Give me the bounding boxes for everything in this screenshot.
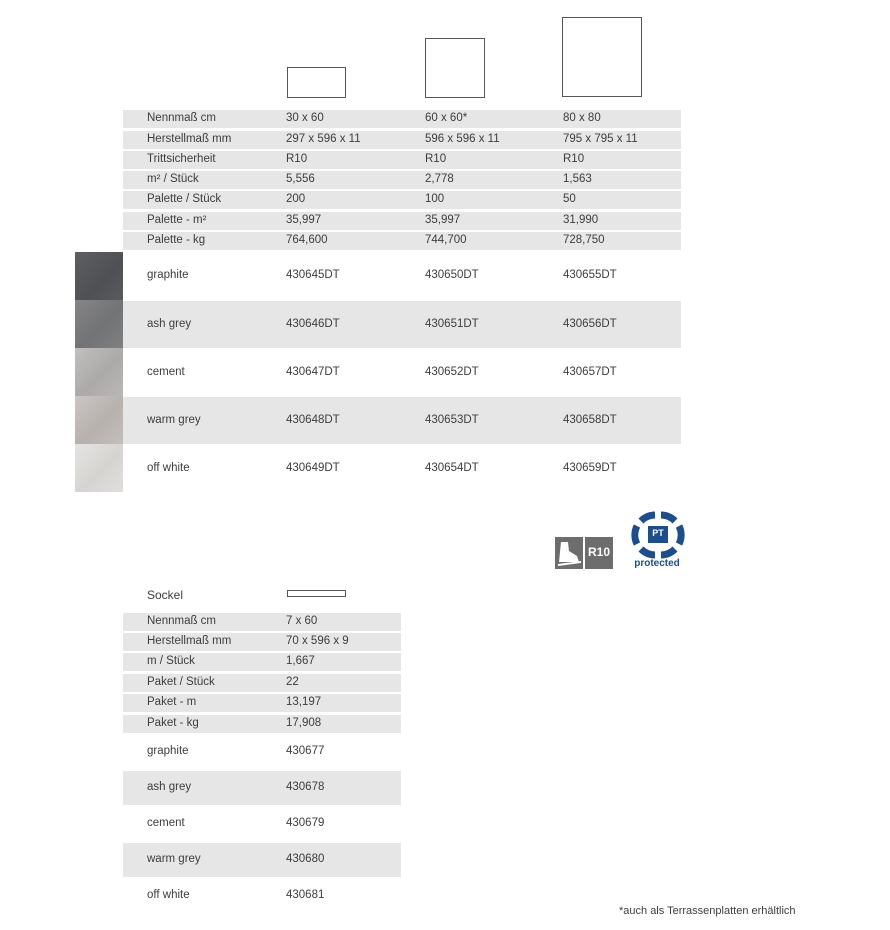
- spec-value: 35,997: [286, 214, 322, 226]
- spec-label: Palette - kg: [147, 234, 206, 246]
- color-name: off white: [147, 889, 190, 901]
- spec-value: 1,563: [563, 173, 592, 185]
- article-code: 430659DT: [563, 462, 617, 474]
- sockel-color-row-off-white: [123, 879, 401, 913]
- spec-row: [123, 151, 681, 169]
- color-row-off-white: [123, 445, 681, 492]
- format-30x60-outline: [287, 67, 346, 98]
- spec-label: Nennmaß cm: [147, 112, 217, 124]
- spec-value: 728,750: [563, 234, 605, 246]
- article-code: 430679: [286, 817, 325, 829]
- spec-value: 31,990: [563, 214, 599, 226]
- color-name: graphite: [147, 269, 189, 281]
- spec-label: Palette - m²: [147, 214, 207, 226]
- spec-value: 35,997: [425, 214, 461, 226]
- footnote: *auch als Terrassenplatten erhältlich: [619, 905, 796, 917]
- spec-value: 60 x 60*: [425, 112, 468, 124]
- sockel-color-row-graphite: [123, 735, 401, 769]
- format-80x80-outline: [562, 17, 642, 97]
- spec-value: R10: [286, 153, 308, 165]
- sockel-spec-row: [123, 613, 401, 631]
- spec-row: [123, 232, 681, 250]
- color-swatch-ash-grey: [75, 300, 123, 348]
- article-code: 430652DT: [425, 366, 479, 378]
- sockel-color-row-ash-grey: [123, 771, 401, 805]
- color-name: warm grey: [147, 853, 201, 865]
- article-code: 430646DT: [286, 318, 340, 330]
- spec-label: Trittsicherheit: [147, 153, 216, 165]
- color-row-cement: [123, 349, 681, 396]
- format-60x60-outline: [425, 38, 485, 98]
- spec-value: 5,556: [286, 173, 315, 185]
- spec-row: [123, 171, 681, 189]
- spec-label: Palette / Stück: [147, 193, 222, 205]
- r10-badge: [555, 537, 613, 569]
- sockel-spec-row: [123, 653, 401, 671]
- spec-value: 744,700: [425, 234, 467, 246]
- spec-label: Paket - m: [147, 696, 197, 708]
- article-code: 430654DT: [425, 462, 479, 474]
- spec-value: 17,908: [286, 717, 322, 729]
- color-name: cement: [147, 817, 185, 829]
- color-swatch-cement: [75, 348, 123, 396]
- sockel-color-row-cement: [123, 807, 401, 841]
- spec-value: 70 x 596 x 9: [286, 635, 349, 647]
- spec-row: [123, 110, 681, 128]
- spec-value: 297 x 596 x 11: [286, 133, 361, 145]
- color-row-graphite: [123, 252, 681, 299]
- spec-row: [123, 131, 681, 149]
- sockel-outline: [287, 590, 346, 597]
- article-code: 430678: [286, 781, 325, 793]
- spec-value: 200: [286, 193, 306, 205]
- article-code: 430650DT: [425, 269, 479, 281]
- article-code: 430648DT: [286, 414, 340, 426]
- sockel-title: Sockel: [147, 588, 184, 602]
- spec-value: 80 x 80: [563, 112, 601, 124]
- color-name: graphite: [147, 745, 189, 757]
- article-code: 430651DT: [425, 318, 479, 330]
- spec-label: m / Stück: [147, 655, 195, 667]
- color-name: warm grey: [147, 414, 201, 426]
- spec-value: 596 x 596 x 11: [425, 133, 500, 145]
- spec-row: [123, 191, 681, 209]
- spec-value: 30 x 60: [286, 112, 324, 124]
- spec-value: 50: [563, 193, 576, 205]
- spec-value: R10: [425, 153, 447, 165]
- spec-value: 2,778: [425, 173, 454, 185]
- spec-value: 764,600: [286, 234, 328, 246]
- sockel-spec-row: [123, 694, 401, 712]
- spec-value: 22: [286, 676, 299, 688]
- spec-label: Paket / Stück: [147, 676, 215, 688]
- article-code: 430656DT: [563, 318, 617, 330]
- color-row-warm-grey: [123, 397, 681, 444]
- color-swatch-off-white: [75, 444, 123, 492]
- spec-value: 795 x 795 x 11: [563, 133, 638, 145]
- color-name: ash grey: [147, 318, 192, 330]
- spec-label: Paket - kg: [147, 717, 199, 729]
- color-name: off white: [147, 462, 190, 474]
- spec-label: Herstellmaß mm: [147, 133, 232, 145]
- spec-value: 7 x 60: [286, 615, 318, 627]
- protected-badge: [628, 511, 686, 573]
- color-swatch-warm-grey: [75, 396, 123, 444]
- article-code: 430653DT: [425, 414, 479, 426]
- sockel-spec-row: [123, 715, 401, 733]
- article-code: 430655DT: [563, 269, 617, 281]
- article-code: 430657DT: [563, 366, 617, 378]
- sockel-spec-row: [123, 633, 401, 651]
- spec-value: 100: [425, 193, 445, 205]
- spec-value: 1,667: [286, 655, 315, 667]
- color-row-ash-grey: [123, 301, 681, 348]
- article-code: 430680: [286, 853, 325, 865]
- spec-value: 13,197: [286, 696, 322, 708]
- sockel-color-row-warm-grey: [123, 843, 401, 877]
- r10-label: R10: [587, 545, 610, 559]
- article-code: 430647DT: [286, 366, 340, 378]
- spec-label: Herstellmaß mm: [147, 635, 232, 647]
- article-code: 430681: [286, 889, 325, 901]
- pt-label: PT: [652, 528, 664, 538]
- protected-label: protected: [634, 558, 680, 569]
- spec-row: [123, 212, 681, 230]
- article-code: 430658DT: [563, 414, 617, 426]
- color-name: cement: [147, 366, 185, 378]
- color-swatch-graphite: [75, 252, 123, 300]
- spec-value: R10: [563, 153, 585, 165]
- article-code: 430649DT: [286, 462, 340, 474]
- spec-label: Nennmaß cm: [147, 615, 217, 627]
- sockel-spec-row: [123, 674, 401, 692]
- color-name: ash grey: [147, 781, 192, 793]
- spec-label: m² / Stück: [147, 173, 199, 185]
- article-code: 430645DT: [286, 269, 340, 281]
- article-code: 430677: [286, 745, 325, 757]
